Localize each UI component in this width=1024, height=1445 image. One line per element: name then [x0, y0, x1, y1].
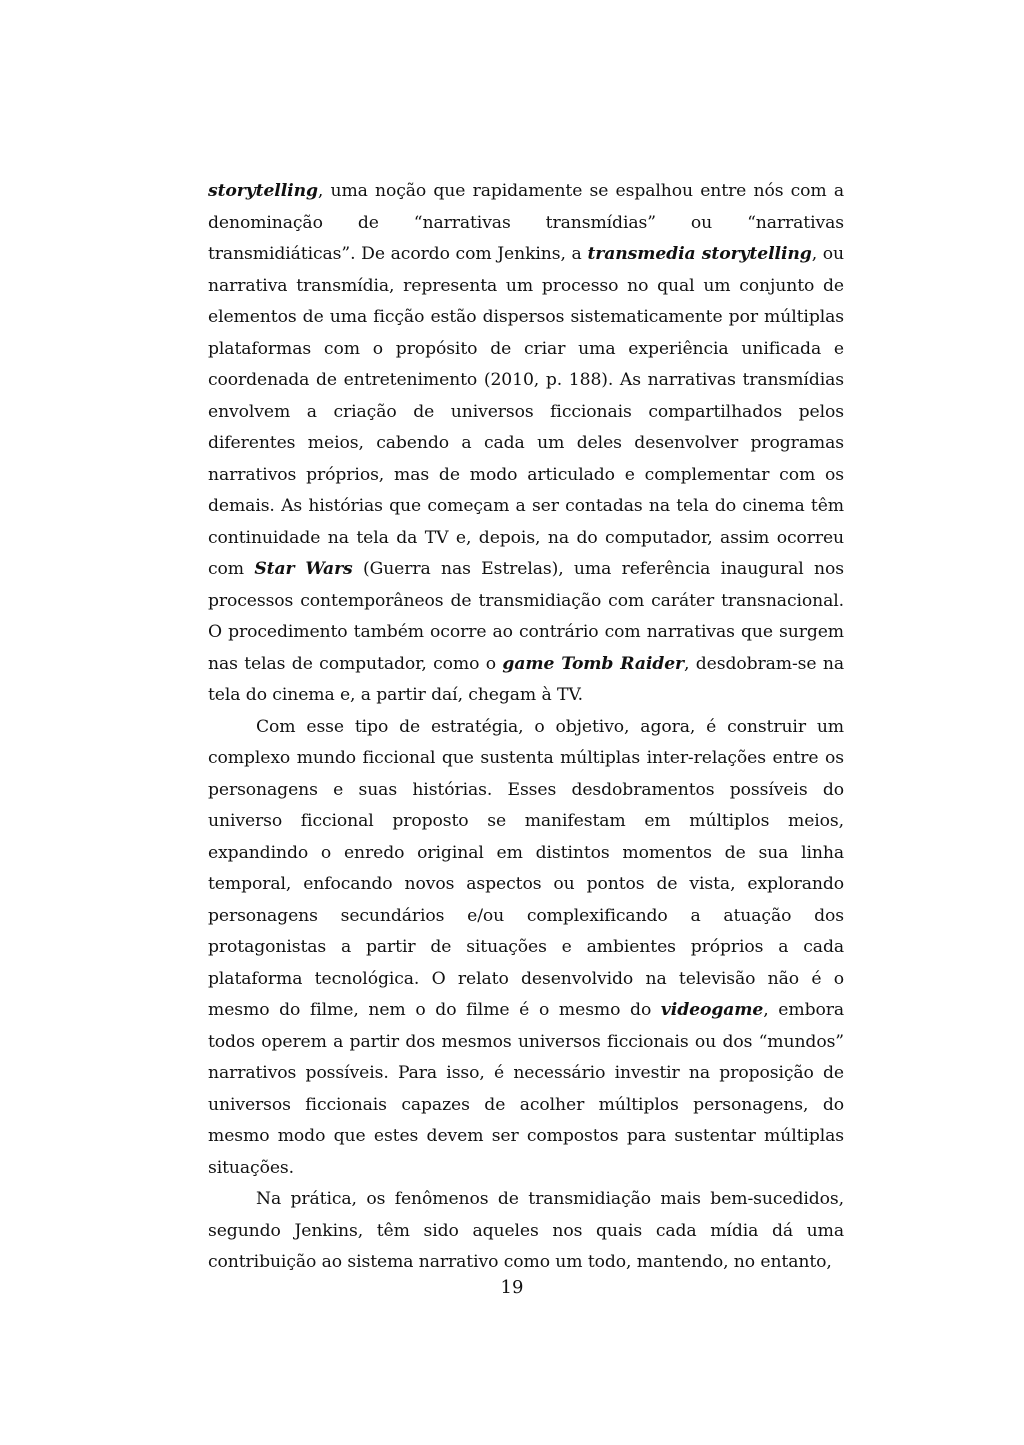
text-run: , uma noção que rapidamente se espalhou entre nós com a denominação de “narrativas transmídias” ou “narrativas transmidiáticas”. De acordo com Jenkins, a	[208, 181, 844, 264]
body-text	[208, 176, 844, 1279]
page-number: 19	[500, 1277, 524, 1298]
italic-term: transmedia storytelling	[587, 244, 812, 264]
text-run: , ou narrativa transmídia, representa um processo no qual um conjunto de elementos de uma ficção estão dispersos sistematicamente por múltiplas plataformas com o propósito de criar uma experiência unificada e coordenada de entretenimento (2010, p. 188). As narrativas transmídias envolvem a criação de universos ficcionais compartilhados pelos diferentes meios, cabendo a cada um deles desenvolver programas narrativos próprios, mas de modo articulado e complementar com os demais. As histórias que começam a ser contadas na tela do cinema têm continuidade na tela da TV e, depois, na do computador, assim ocorreu com	[208, 244, 844, 579]
paragraph-3	[208, 1184, 844, 1279]
text-run: , embora todos operem a partir dos mesmos universos ficcionais ou dos “mundos” narrativos possíveis. Para isso, é necessário investir na proposição de universos ficcionais capazes de acolher múltiplos personagens, do mesmo modo que estes devem ser compostos para sustentar múltiplas situações.	[208, 1000, 844, 1178]
text-run: Na prática, os fenômenos de transmidiação mais bem-sucedidos, segundo Jenkins, têm sido aqueles nos quais cada mídia dá uma contribuição ao sistema narrativo como um todo, mantendo, no entanto,	[208, 1189, 844, 1272]
italic-title: Star Wars	[254, 559, 353, 579]
text-run: (Guerra nas Estrelas), uma referência inaugural nos processos contemporâneos de transmidiação com caráter transnacional. O procedimento também ocorre ao contrário com narrativas que surgem nas telas de computador, como o	[208, 559, 844, 674]
italic-term: storytelling	[208, 181, 318, 201]
text-run: , desdobram-se na tela do cinema e, a partir daí, chegam à TV.	[208, 653, 845, 705]
italic-title: game Tomb Raider	[502, 653, 684, 674]
paragraph-1	[208, 176, 844, 712]
text-run: Com esse tipo de estratégia, o objetivo, agora, é construir um complexo mundo ficcional que sustenta múltiplas inter-relações entre os personagens e suas histórias. Esses desdobramentos possíveis do universo ficcional proposto se manifestam em múltiplos meios, expandindo o enredo original em distintos momentos de sua linha temporal, enfocando novos aspectos ou pontos de vista, explorando personagens secundários e/ou complexificando a atuação dos protagonistas a partir de situações e ambientes próprios a cada plataforma tecnológica. O relato desenvolvido na televisão não é o mesmo do filme, nem o do filme é o mesmo do	[208, 716, 844, 1020]
paragraph-2	[208, 712, 844, 1185]
italic-term: videogame	[660, 1000, 764, 1020]
